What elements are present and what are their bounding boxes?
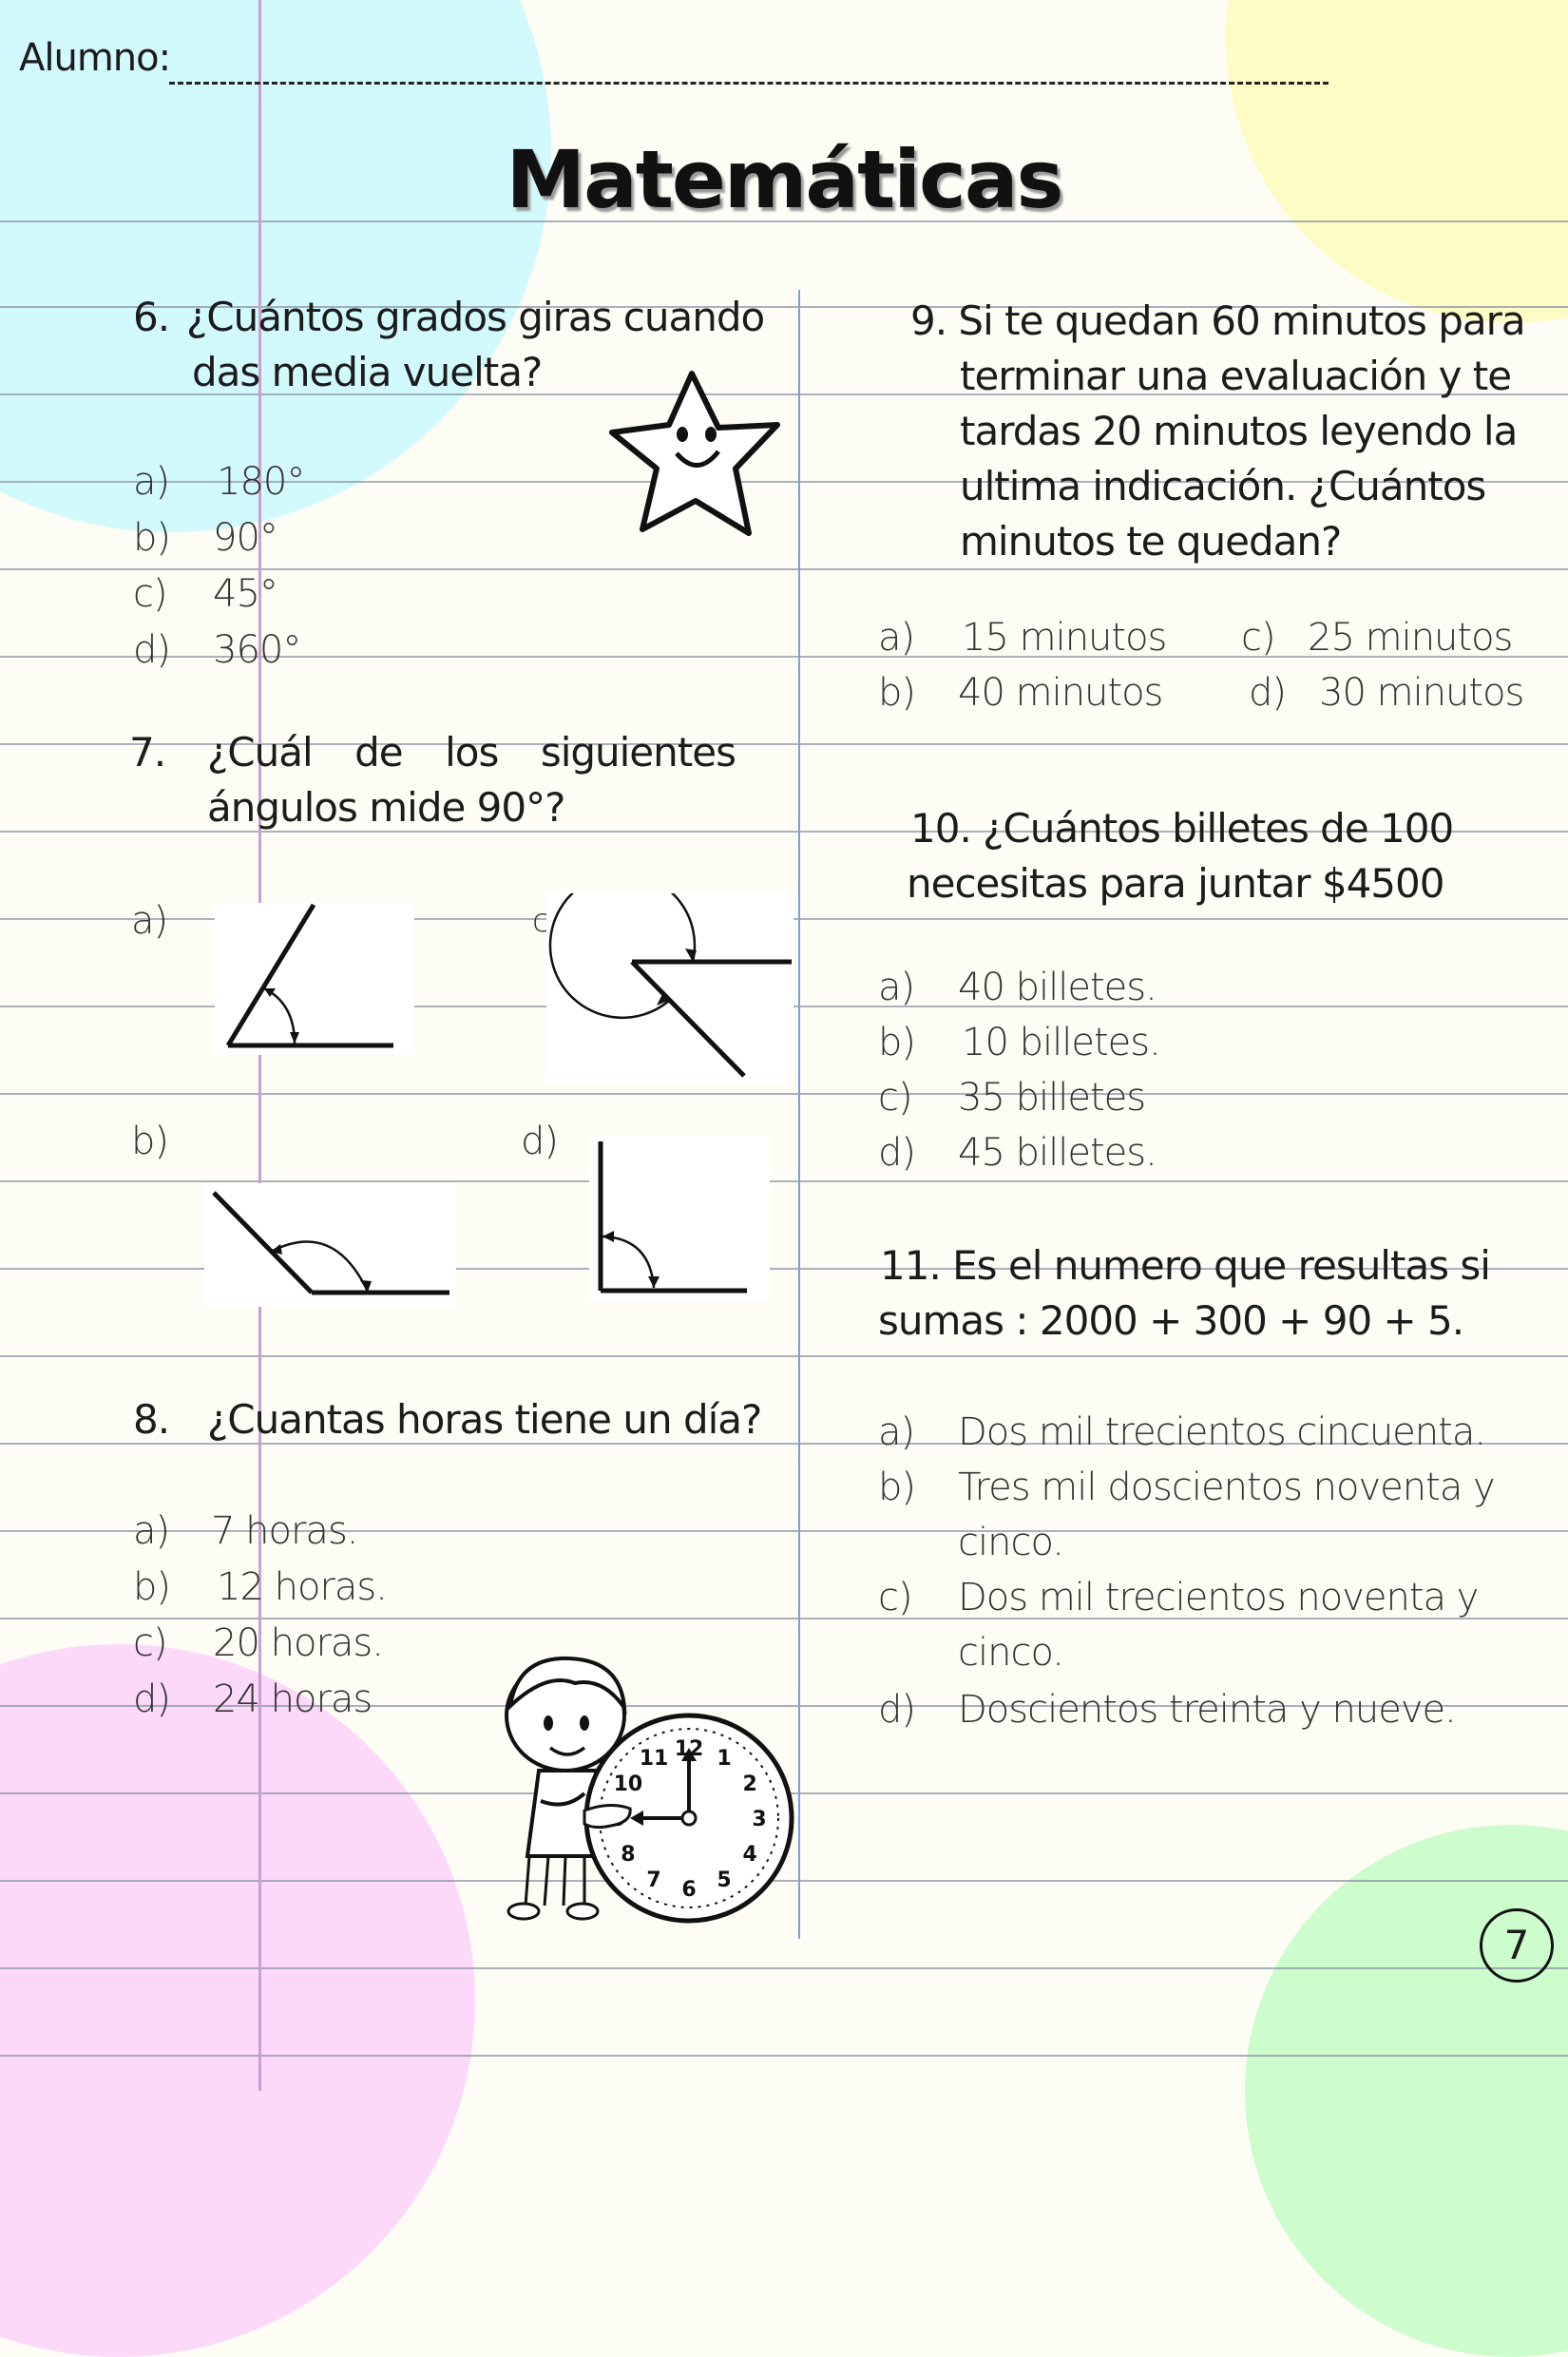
q10-option-b-label: b) bbox=[878, 1021, 915, 1064]
q7-line2: ángulos mide 90°? bbox=[207, 784, 565, 831]
q7-label-c: c bbox=[532, 902, 549, 940]
q10-option-a-text[interactable]: 40 billetes. bbox=[958, 966, 1157, 1009]
q11-option-a-text[interactable]: Dos mil trecientos cincuenta. bbox=[958, 1410, 1486, 1454]
q10-option-c-label: c) bbox=[878, 1076, 912, 1120]
q10-option-d-text[interactable]: 45 billetes. bbox=[958, 1131, 1157, 1175]
green-circle bbox=[1245, 1825, 1568, 2357]
q6-number: 6. bbox=[133, 294, 170, 340]
q6-line2: das media vuelta? bbox=[192, 349, 543, 395]
ruled-line bbox=[0, 568, 1568, 570]
q6-option-d-text[interactable]: 360° bbox=[213, 628, 301, 672]
q9-option-d-label: d) bbox=[1249, 671, 1286, 715]
ruled-line bbox=[0, 1967, 1568, 1969]
q6-option-b-text[interactable]: 90° bbox=[213, 516, 277, 560]
q7-line1 bbox=[207, 730, 736, 776]
q8-text: ¿Cuantas horas tiene un día? bbox=[207, 1396, 762, 1443]
q9-line3: tardas 20 minutos leyendo la bbox=[960, 408, 1518, 454]
ruled-line bbox=[0, 1355, 1568, 1357]
q6-option-a-text[interactable]: 180° bbox=[217, 460, 305, 504]
clock-number: 1 bbox=[717, 1746, 732, 1771]
clock-number: 8 bbox=[621, 1843, 636, 1867]
ruled-line bbox=[0, 1180, 1568, 1182]
cyan-circle bbox=[0, 0, 551, 532]
q9-option-c-label: c) bbox=[1241, 616, 1275, 660]
q10-option-b-text[interactable]: 10 billetes. bbox=[962, 1021, 1160, 1064]
q7-word: ¿Cuál bbox=[207, 729, 313, 776]
q10-option-d-label: d) bbox=[878, 1131, 915, 1175]
q7-word: siguientes bbox=[540, 729, 736, 776]
q11-line2: sumas : 2000 + 300 + 90 + 5. bbox=[878, 1297, 1464, 1344]
student-name-line[interactable] bbox=[169, 82, 1329, 85]
angle-c-reflex-diagram[interactable] bbox=[546, 893, 794, 1083]
q7-word: los bbox=[445, 729, 499, 776]
q6-option-d-label: d) bbox=[133, 628, 170, 672]
q8-option-d-text[interactable]: 24 horas bbox=[213, 1677, 373, 1721]
clock-number: 3 bbox=[752, 1808, 767, 1831]
q9-line2: terminar una evaluación y te bbox=[960, 353, 1512, 399]
q8-option-c-label: c) bbox=[133, 1621, 167, 1665]
q9-option-a-text[interactable]: 15 minutos bbox=[962, 616, 1167, 660]
clock-number: 6 bbox=[681, 1878, 697, 1902]
q6-option-c-label: c) bbox=[133, 572, 167, 616]
q7-label-a: a) bbox=[131, 899, 168, 943]
q9-line4: ultima indicación. ¿Cuántos bbox=[960, 463, 1486, 509]
q8-option-a-text[interactable]: 7 horas. bbox=[211, 1509, 358, 1553]
q7-label-d: d) bbox=[521, 1120, 558, 1163]
q11-option-c-label: c) bbox=[878, 1576, 912, 1619]
ruled-line bbox=[0, 1093, 1568, 1095]
q10-line1: 10. ¿Cuántos billetes de 100 bbox=[910, 805, 1454, 852]
q8-option-d-label: d) bbox=[133, 1677, 170, 1721]
clock-number: 4 bbox=[742, 1843, 757, 1867]
q8-option-b-text[interactable]: 12 horas. bbox=[217, 1565, 387, 1609]
q11-option-c-text-cont[interactable]: cinco. bbox=[958, 1631, 1063, 1675]
q8-number: 8. bbox=[133, 1396, 170, 1443]
clock-number: 11 bbox=[639, 1746, 669, 1771]
q11-option-c-text[interactable]: Dos mil trecientos noventa y bbox=[958, 1576, 1479, 1619]
clock-number: 12 bbox=[674, 1737, 704, 1761]
q9-option-d-text[interactable]: 30 minutos bbox=[1319, 671, 1524, 715]
q9-option-b-label: b) bbox=[878, 671, 915, 715]
q11-option-d-text[interactable]: Doscientos treinta y nueve. bbox=[958, 1688, 1456, 1732]
q7-number: 7. bbox=[129, 729, 166, 776]
q11-option-b-label: b) bbox=[878, 1466, 915, 1509]
q11-option-b-text[interactable]: Tres mil doscientos noventa y bbox=[958, 1466, 1495, 1509]
clock-number: 7 bbox=[646, 1868, 661, 1893]
clock-number: 2 bbox=[742, 1773, 757, 1796]
column-divider bbox=[798, 290, 800, 1939]
ruled-line bbox=[0, 2055, 1568, 2057]
q10-option-c-text[interactable]: 35 billetes bbox=[958, 1076, 1146, 1120]
q10-line2: necesitas para juntar $4500 bbox=[907, 860, 1444, 907]
q11-line1: 11. Es el numero que resultas si bbox=[880, 1242, 1490, 1289]
clock-number: 5 bbox=[717, 1868, 732, 1893]
q7-word: de bbox=[354, 729, 403, 776]
clock-number: 10 bbox=[613, 1773, 643, 1796]
q6-option-c-text[interactable]: 45° bbox=[213, 572, 277, 616]
q7-label-b: b) bbox=[131, 1120, 168, 1163]
q9-option-c-text[interactable]: 25 minutos bbox=[1308, 616, 1513, 660]
q6-line1: ¿Cuántos grados giras cuando bbox=[186, 294, 765, 340]
angle-b-obtuse-diagram[interactable] bbox=[204, 1183, 456, 1307]
student-label: Alumno: bbox=[19, 36, 171, 80]
pink-circle bbox=[0, 1644, 475, 2357]
smiling-star-illustration bbox=[604, 366, 785, 542]
q10-option-a-label: a) bbox=[878, 966, 915, 1009]
q11-option-a-label: a) bbox=[878, 1410, 915, 1454]
page-title: Matemáticas bbox=[506, 133, 1062, 226]
q8-option-b-label: b) bbox=[133, 1565, 170, 1609]
angle-a-acute-diagram[interactable] bbox=[215, 903, 414, 1055]
q8-option-a-label: a) bbox=[133, 1509, 170, 1553]
boy-with-clock-illustration bbox=[489, 1649, 798, 1934]
q9-option-a-label: a) bbox=[878, 616, 915, 660]
q11-option-b-text-cont[interactable]: cinco. bbox=[958, 1521, 1063, 1564]
page-number: 7 bbox=[1480, 1908, 1554, 1983]
q6-option-a-label: a) bbox=[133, 460, 170, 504]
angle-d-right-diagram[interactable] bbox=[589, 1136, 770, 1302]
q9-line5: minutos te quedan? bbox=[960, 518, 1342, 565]
q6-option-b-label: b) bbox=[133, 516, 170, 560]
q11-option-d-label: d) bbox=[878, 1688, 915, 1732]
q8-option-c-text[interactable]: 20 horas. bbox=[213, 1621, 383, 1665]
q9-option-b-text[interactable]: 40 minutos bbox=[958, 671, 1163, 715]
q9-line1: 9. Si te quedan 60 minutos para bbox=[910, 297, 1525, 344]
